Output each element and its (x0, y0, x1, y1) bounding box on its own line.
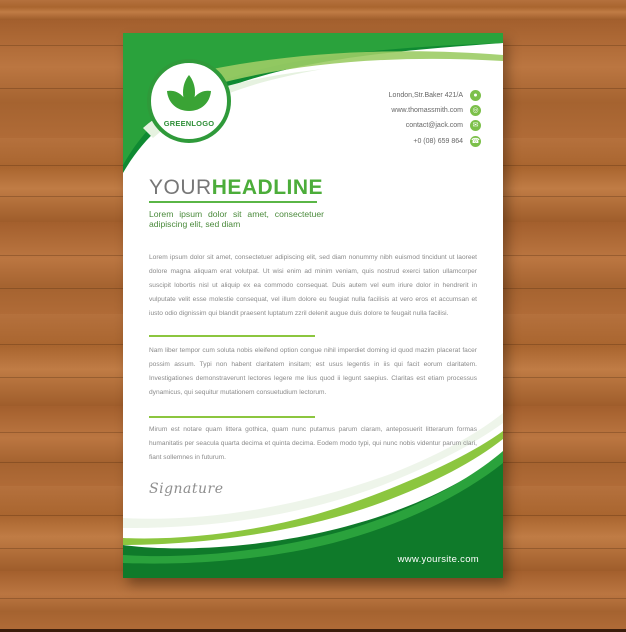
location-icon: ● (470, 90, 481, 101)
contact-email[interactable]: contact@jack.com ✉ (261, 120, 481, 134)
body-paragraph-3: Mirum est notare quam littera gothica, quam nunc putamus parum claram, anteposuerit litterarum formas humanitatis per seacula quarta decima et quinta decima. Eodem modo typi, qui nunc nobis videntur parum clari, fiant sollemnes in futurum. (149, 426, 477, 461)
body-paragraph-2: Nam liber tempor cum soluta nobis eleifend option congue nihil imperdiet doming id quod mazim placerat facer possim assum. Typi non habent claritatem insitam; est usus legentis in iis qui facit eorum claritatem. Investigationes demonstraverunt lectores legere me lius quod ii legunt saepius. Claritas est etiam processus dynamicus, qui sequitur mutationem consuetudium lectorum. (149, 347, 477, 396)
email-icon: ✉ (470, 120, 481, 131)
section-divider-1 (149, 335, 315, 337)
contact-phone: +0 (08) 659 864 ☎ (413, 138, 480, 145)
leaf-icon (164, 73, 214, 117)
subheadline: Lorem ipsum dolor sit amet, consectetuer adipiscing elit, sed diam (149, 209, 324, 229)
globe-icon: ◎ (470, 105, 481, 116)
contact-website[interactable]: www.thomassmith.com ◎ (261, 105, 481, 119)
letterhead-paper (123, 33, 503, 578)
body-paragraph-1: Lorem ipsum dolor sit amet, consectetuer adipiscing elit, sed diam nonummy nibh euismod tincidunt ut laoreet dolore magna aliquam erat volutpat. Ut wisi enim ad minim veniam, quis nostrud exerci tation ullamcorper suscipit lobortis nisl ut aliquip ex ea commodo consequat. Duis autem vel eum iriure dolor in hendrerit in vulputate velit esse molestie consequat, vel illum dolore eu feugiat nulla facilisis at vero eros et accumsan et iusto odio dignissim qui blandit praesent luptatum zzril delenit augue duis dolore te feugait nulla facilisi. (149, 254, 477, 317)
headline: YOURHEADLINE (149, 176, 324, 199)
headline-divider (149, 201, 317, 203)
phone-icon: ☎ (471, 138, 480, 145)
section-divider-2 (149, 416, 315, 418)
logo (147, 59, 231, 143)
logo-text: GREENLOGO (163, 119, 215, 128)
contact-address: London,Str.Baker 421/A ● (261, 90, 481, 104)
website-link[interactable]: www.yoursite.com (397, 554, 479, 565)
signature: Signature (149, 481, 224, 497)
